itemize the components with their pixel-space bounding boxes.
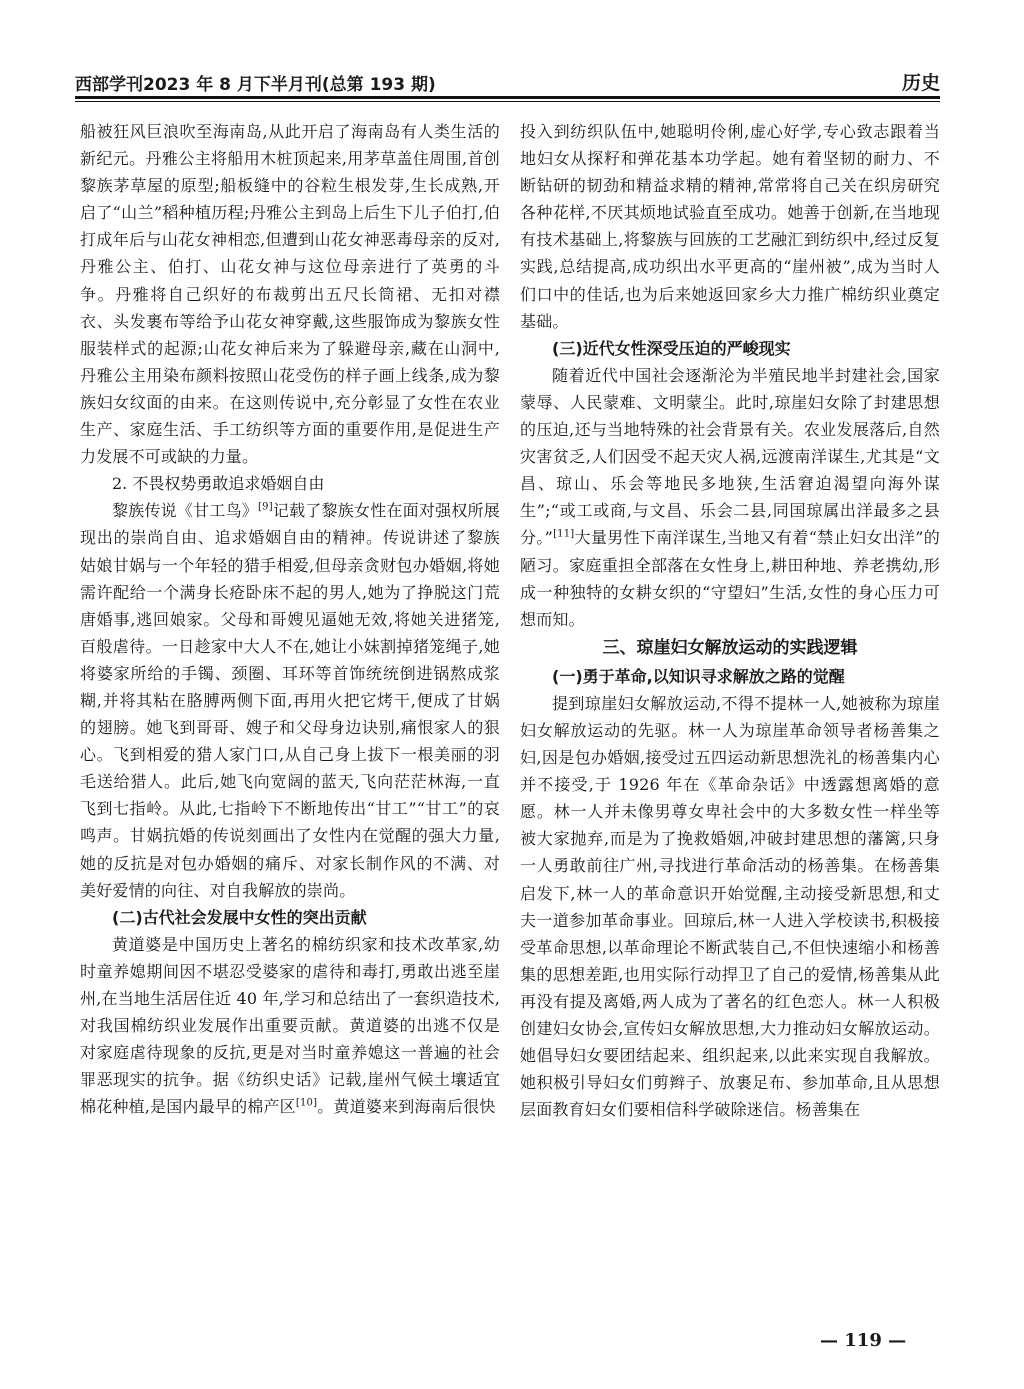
chapter-heading: 三、琼崖妇女解放运动的实践逻辑 <box>602 637 858 658</box>
paragraph: 提到琼崖妇女解放运动,不得不提林一人,她被称为琼崖妇女解放运动的先驱。林一人为琼崖革命领导者杨善集之妇,因是包办婚姻,接受过五四运动新思想洗礼的杨善集内心并不接受,于 1926 年在《革命杂话》中透露想离婚的意愿。林一人并未像男尊女卑社会中的大多数女性一样坐等被大家抛弃,而是为了挽救婚姻,冲破封建思想的藩篱,只身一人勇敢前往广州,寻找进行革命活动的杨善集。在杨善集启发下,林一人的革命意识开始觉醒,主动接受新思想,和丈夫一道参加革命事业。回琼后,林一人进入学校读书,积极接受革命思想,以革命理论不断武装自己,不但快速缩小和杨善集的思想差距,也用实际行动捍卫了自己的爱情,杨善集从此再没有提及离婚,两人成为了著名的红色恋人。林一人积极创建妇女协会,宣传妇女解放思想,大力推动妇女解放运动。她倡导妇女要团结起来、组织起来,以此来实现自我解放。她积极引导妇女们剪辫子、放裹足布、参加革命,且从思想层面教育妇女们要相信科学破除迷信。杨善集在 <box>520 693 940 1120</box>
left-column <box>80 118 500 1120</box>
citation: [9] <box>258 501 273 513</box>
paragraph <box>520 362 940 633</box>
running-header <box>75 64 940 98</box>
page-number: — 119 — <box>820 1330 907 1351</box>
paragraph-text: 黄道婆是中国历史上著名的棉纺织家和技术改革家,幼时童养媳期间因不堪忍受婆家的虐待和毒打,勇敢出逃至崖州,在当地生活居住近 40 年,学习和总结出了一套织造技术,对我国棉纺织业发展作出重要贡献。黄道婆的出逃不仅是对家庭虐待现象的反抗,更是对当时童养媳这一普遍的社会罪恶现实的抗争。据《纺织史话》记载,崖州气候土壤适宜棉花种植,是国内最早的棉产区 <box>80 934 500 1117</box>
paragraph-text: 记载了黎族女性在面对强权所展现出的崇尚自由、追求婚姻自由的精神。传说讲述了黎族姑娘甘娲与一个年轻的猎手相爱,但母亲贪财包办婚姻,将她需许配给一个满身长疮卧床不起的男人,她为了挣脱这门荒唐婚事,逃回娘家。父母和哥嫂见逼她无效,将她关进猪笼,百般虐待。一日趁家中大人不在,她让小妹割掉猪笼绳子,她将婆家所给的手镯、颈圈、耳环等首饰统统倒进锅熬成浆糊,并将其粘在胳膊两侧下面,再用火把它烤干,便成了甘娲的翅膀。她飞到哥哥、嫂子和父母身边诀别,痛恨家人的狠心。飞到相爱的猎人家门口,从自己身上拔下一根美丽的羽毛送给猎人。此后,她飞向宽阔的蓝天,飞向茫茫林海,一直飞到七指岭。从此,七指岭下不断地传出“甘工”“甘工”的哀鸣声。甘娲抗婚的传说刻画出了女性内在觉醒的强大力量,她的反抗是对包办婚姻的痛斥、对家长制作风的不满、对美好爱情的向往、对自我解放的崇尚。 <box>80 501 500 900</box>
section-heading: (一)勇于革命,以知识寻求解放之路的觉醒 <box>552 666 845 686</box>
section-heading: (三)近代女性深受压迫的严峻现实 <box>552 338 791 358</box>
header-rule-thick <box>75 96 940 99</box>
journal-issue: 西部学刊2023 年 8 月下半月刊(总第 193 期) <box>75 75 436 95</box>
subsection-heading: 2. 不畏权势勇敢追求婚姻自由 <box>112 474 325 494</box>
paragraph: 船被狂风巨浪吹至海南岛,从此开启了海南岛有人类生活的新纪元。丹雅公主将船用木桩顶起来,用茅草盖住周围,首创黎族茅草屋的原型;船板缝中的谷粒生根发芽,生长成熟,开启了“山兰”稻种植历程;丹雅公主到岛上后生下儿子伯打,伯打成年后与山花女神相恋,但遭到山花女神恶毒母亲的反对,丹雅公主、伯打、山花女神与这位母亲进行了英勇的斗争。丹雅将自己织好的布裁剪出五尺长筒裙、无扣对襟衣、头发裹布等给予山花女神穿戴,这些服饰成为黎族女性服装样式的起源;山花女神后来为了躲避母亲,藏在山洞中,丹雅公主用染布颜料按照山花受伤的样子画上线条,成为黎族妇女纹面的由来。在这则传说中,充分彰显了女性在农业生产、家庭生活、手工纺织等方面的重要作用,是促进生产力发展不可或缺的力量。 <box>80 122 500 467</box>
paragraph <box>80 931 500 1121</box>
header-rule-thin <box>75 101 940 102</box>
paragraph <box>80 497 500 903</box>
paragraph-text: 随着近代中国社会逐渐沦为半殖民地半封建社会,国家蒙辱、人民蒙难、文明蒙尘。此时,琼崖妇女除了封建思想的压迫,还与当地特殊的社会背景有关。农业发展落后,自然灾害贫乏,人们因受不起天灾人祸,远渡南洋谋生,尤其是“文昌、琼山、乐会等地民多地狭,生活窘迫渴望向海外谋生”;“或工或商,与文昌、乐会二县,同国琼属出洋最多之县分。” <box>520 365 940 548</box>
paragraph-text: 。黄道婆来到海南后很快 <box>317 1097 496 1117</box>
section-name: 历史 <box>901 72 940 94</box>
paragraph: 投入到纺织队伍中,她聪明伶俐,虚心好学,专心致志跟着当地妇女从探籽和弹花基本功学起。她有着坚韧的耐力、不断钻研的韧劲和精益求精的精神,常常将自己关在织房研究各种花样,不厌其烦地试验直至成功。她善于创新,在当地现有技术基础上,将黎族与回族的工艺融汇到纺织中,经过反复实践,总结提高,成功织出水平更高的“崖州被”,成为当时人们口中的佳话,也为后来她返回家乡大力推广棉纺织业奠定基础。 <box>520 122 940 331</box>
section-heading: (二)古代社会发展中女性的突出贡献 <box>112 907 367 927</box>
right-column <box>520 118 940 1123</box>
paragraph-text: 大量男性下南洋谋生,当地又有着“禁止妇女出洋”的陋习。家庭重担全部落在女性身上,耕田种地、养老携幼,形成一种独特的女耕女织的“守望妇”生活,女性的身心压力可想而知。 <box>520 528 940 629</box>
paragraph-text: 黎族传说《甘工鸟》 <box>112 501 259 521</box>
citation: [11] <box>553 529 575 541</box>
citation: [10] <box>295 1098 318 1110</box>
